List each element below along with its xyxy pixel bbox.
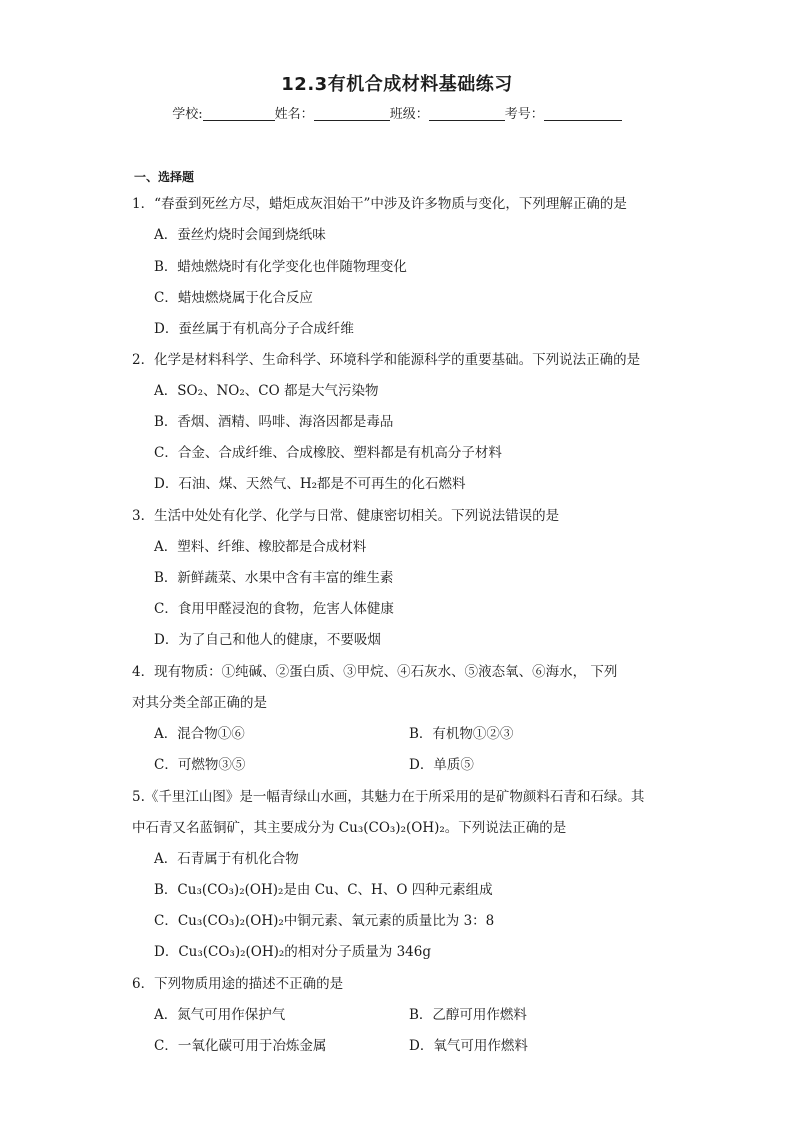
q6-option-d[interactable]: D．氧气可用作燃料 [409,1038,528,1054]
class-blank[interactable] [429,106,505,121]
q4-option-a[interactable]: A．混合物①⑥ [154,726,245,742]
q4-option-c[interactable]: C．可燃物③⑤ [154,757,246,773]
question-5-stem-cont: 中石青又名蓝铜矿，其主要成分为 Cu₃(CO₃)₂(OH)₂。下列说法正确的是 [132,820,567,836]
q2-option-d[interactable]: D．石油、煤、天然气、H₂都是不可再生的化石燃料 [154,476,466,492]
q4-option-d[interactable]: D．单质⑤ [409,757,474,773]
q2-option-b[interactable]: B．香烟、酒精、吗啡、海洛因都是毒品 [154,414,394,430]
q1-option-c[interactable]: C．蜡烛燃烧属于化合反应 [154,290,313,306]
q3-option-a[interactable]: A．塑料、纤维、橡胶都是合成材料 [154,539,367,555]
q6-option-a[interactable]: A．氮气可用作保护气 [154,1007,286,1023]
q3-option-c[interactable]: C．食用甲醛浸泡的食物，危害人体健康 [154,601,394,617]
q2-option-c[interactable]: C．合金、合成纤维、合成橡胶、塑料都是有机高分子材料 [154,445,502,461]
school-blank[interactable] [203,106,275,121]
student-info-line [0,103,794,122]
q5-option-a[interactable]: A．石青属于有机化合物 [154,851,299,867]
section-heading: 一、选择题 [134,170,195,184]
page-title: 12.3有机合成材料基础练习 [281,74,513,95]
q1-option-d[interactable]: D．蚕丝属于有机高分子合成纤维 [154,321,354,337]
question-2-stem: 2．化学是材料科学、生命科学、环境科学和能源科学的重要基础。下列说法正确的是 [132,352,641,368]
q6-option-b[interactable]: B．乙醇可用作燃料 [409,1007,527,1023]
school-label: 学校: [172,107,203,122]
q5-option-d[interactable]: D．Cu₃(CO₃)₂(OH)₂的相对分子质量为 346g [154,944,432,960]
class-label: 班级： [389,107,429,122]
question-4-stem: 4．现有物质：①纯碱、②蛋白质、③甲烷、④石灰水、⑤液态氧、⑥海水， 下列 [132,664,618,680]
q3-option-b[interactable]: B．新鲜蔬菜、水果中含有丰富的维生素 [154,570,394,586]
q1-option-a[interactable]: A．蚕丝灼烧时会闻到烧纸味 [154,227,326,243]
question-1-stem: 1．“春蚕到死丝方尽，蜡炬成灰泪始干”中涉及许多物质与变化，下列理解正确的是 [132,196,627,212]
number-label: 考号： [504,107,544,122]
name-label: 姓名： [274,107,314,122]
number-blank[interactable] [544,106,622,121]
q2-option-a[interactable]: A．SO₂、NO₂、CO 都是大气污染物 [154,383,379,399]
q5-option-b[interactable]: B．Cu₃(CO₃)₂(OH)₂是由 Cu、C、H、O 四种元素组成 [154,882,493,898]
q5-option-c[interactable]: C．Cu₃(CO₃)₂(OH)₂中铜元素、氧元素的质量比为 3：8 [154,913,495,929]
question-6-stem: 6．下列物质用途的描述不正确的是 [132,976,344,992]
question-5-stem: 5.《千里江山图》是一幅青绿山水画，其魅力在于所采用的是矿物颜料石青和石绿。其 [132,789,645,805]
name-blank[interactable] [314,106,390,121]
q4-option-b[interactable]: B．有机物①②③ [409,726,514,742]
q6-option-c[interactable]: C．一氧化碳可用于冶炼金属 [154,1038,327,1054]
question-4-stem-cont: 对其分类全部正确的是 [132,695,267,711]
question-3-stem: 3．生活中处处有化学、化学与日常、健康密切相关。下列说法错误的是 [132,508,560,524]
q1-option-b[interactable]: B．蜡烛燃烧时有化学变化也伴随物理变化 [154,259,407,275]
q3-option-d[interactable]: D．为了自己和他人的健康，不要吸烟 [154,632,381,648]
